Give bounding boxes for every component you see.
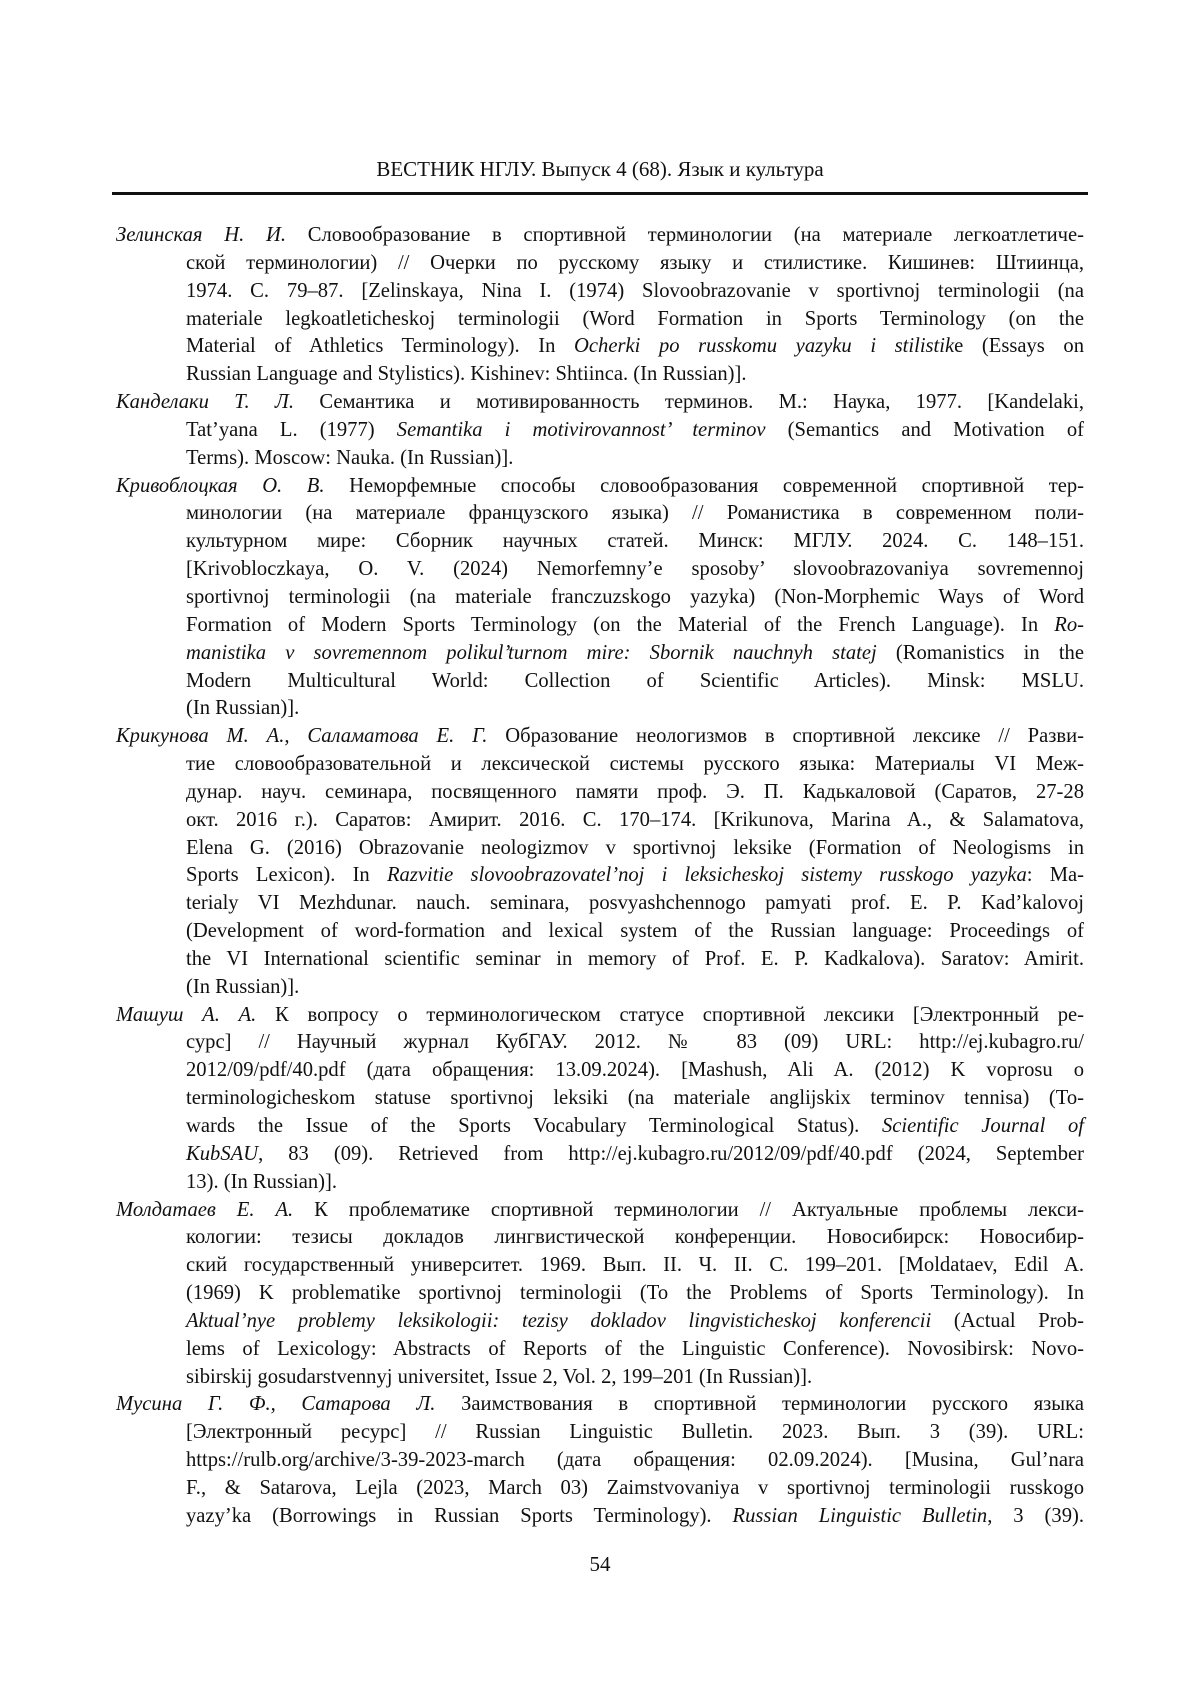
text: Material of Athletics Terminology). In <box>186 335 574 357</box>
reference-line <box>116 1336 1084 1364</box>
italic-text: Razvitie slovoobrazovatel’noj i leksicheskoj sistemy russkogo yazyka <box>387 864 1027 886</box>
reference-entry <box>116 222 1084 389</box>
reference-line <box>116 1419 1084 1447</box>
text: https://rulb.org/archive/3-39-2023-march (дата обращения: 02.09.2024). [Musina, Gul’nara <box>186 1449 1084 1471</box>
page-number: 54 <box>0 1552 1200 1577</box>
reference-line <box>116 1252 1084 1280</box>
italic-text: Scientific Journal of <box>882 1115 1084 1137</box>
reference-line <box>116 1280 1084 1308</box>
text: wards the Issue of the Sports Vocabulary Terminological Status). <box>186 1115 882 1137</box>
reference-line <box>116 974 1084 1002</box>
reference-line <box>116 556 1084 584</box>
reference-line <box>116 250 1084 278</box>
text: [Krivobloczkaya, O. V. (2024) Nemorfemny’e sposoby’ slovoobrazovaniya sovremennoj <box>186 558 1084 580</box>
reference-entry <box>116 1391 1084 1530</box>
text: Elena G. (2016) Obrazovanie neologizmov v sportivnoj leksike (Formation of Neologisms in <box>186 837 1084 859</box>
text: sibirskij gosudarstvennyj universitet, Issue 2, Vol. 2, 199–201 (In Russian)]. <box>186 1366 812 1388</box>
italic-text: Кривоблоцкая О. В. <box>116 475 325 497</box>
text: terialy VI Mezhdunar. nauch. seminara, posvyashchennogo pamyati prof. E. P. Kad’kalovoj <box>186 892 1084 914</box>
reference-line <box>116 306 1084 334</box>
reference-line <box>116 890 1084 918</box>
reference-line <box>116 695 1084 723</box>
reference-line <box>116 1308 1084 1336</box>
text: тие словообразовательной и лексической системы русского языка: Материалы VI Меж- <box>186 753 1084 775</box>
reference-line <box>116 445 1084 473</box>
italic-text: Канделаки Т. Л. <box>116 391 294 413</box>
reference-line <box>116 1503 1084 1531</box>
text: дунар. науч. семинара, посвященного памяти проф. Э. П. Кадькаловой (Саратов, 27-28 <box>186 781 1084 803</box>
text: the VI International scientific seminar in memory of Prof. E. P. Kadkalova). Saratov: Amirit. <box>186 948 1084 970</box>
text: (Actual Prob- <box>931 1310 1084 1332</box>
text: ский государственный университет. 1969. Вып. II. Ч. II. С. 199–201. [Moldataev, Edil A. <box>186 1254 1084 1276</box>
reference-line <box>116 1141 1084 1169</box>
reference-entry <box>116 473 1084 724</box>
italic-text: Зелинская Н. И. <box>116 224 286 246</box>
reference-line <box>116 222 1084 250</box>
italic-text: Крикунова М. А., Саламатова Е. Г. <box>116 725 487 747</box>
reference-line <box>116 862 1084 890</box>
text: 13). (In Russian)]. <box>186 1171 337 1193</box>
text: lems of Lexicology: Abstracts of Reports of the Linguistic Conference). Novosibirsk: Novo- <box>186 1338 1084 1360</box>
reference-line <box>116 417 1084 445</box>
reference-line <box>116 1169 1084 1197</box>
reference-line <box>116 1475 1084 1503</box>
text: (In Russian)]. <box>186 976 299 998</box>
reference-line <box>116 1057 1084 1085</box>
reference-line <box>116 1391 1084 1419</box>
text: окт. 2016 г.). Саратов: Амирит. 2016. С. 170–174. [Krikunova, Marina A., & Salamatova, <box>186 809 1084 831</box>
text: К вопросу о терминологическом статусе спортивной лексики [Электронный ре- <box>256 1004 1084 1026</box>
reference-line <box>116 946 1084 974</box>
text: (Romanistics in the <box>877 642 1084 664</box>
text: (1969) K problematike sportivnoj terminologii (To the Problems of Sports Terminology). In <box>186 1282 1084 1304</box>
text: кологии: тезисы докладов лингвистической конференции. Новосибирск: Новосибир- <box>186 1226 1084 1248</box>
reference-line <box>116 473 1084 501</box>
text: yazy’ka (Borrowings in Russian Sports Terminology). <box>186 1505 733 1527</box>
reference-line <box>116 1029 1084 1057</box>
text: , 83 (09). Retrieved from http://ej.kubagro.ru/2012/09/pdf/40.pdf (2024, September <box>258 1143 1084 1165</box>
reference-line <box>116 1447 1084 1475</box>
text: Formation of Modern Sports Terminology (on the Material of the French Language). In <box>186 614 1054 636</box>
text: Словообразование в спортивной терминологии (на материале легкоатлетиче- <box>286 224 1084 246</box>
text: : Ma- <box>1027 864 1084 886</box>
italic-text: Ro- <box>1054 614 1084 636</box>
reference-list <box>116 222 1084 1531</box>
reference-line <box>116 333 1084 361</box>
italic-text: Semantika i motivirovannost’ terminov <box>397 419 766 441</box>
text: [Электронный ресурс] // Russian Linguistic Bulletin. 2023. Вып. 3 (39). URL: <box>186 1421 1084 1443</box>
reference-line <box>116 612 1084 640</box>
reference-line <box>116 389 1084 417</box>
header-rule <box>112 192 1088 195</box>
reference-line <box>116 584 1084 612</box>
reference-line <box>116 1364 1084 1392</box>
reference-line <box>116 500 1084 528</box>
text: Modern Multicultural World: Collection of Scientific Articles). Minsk: MSLU. <box>186 670 1084 692</box>
reference-line <box>116 278 1084 306</box>
running-header: ВЕСТНИК НГЛУ. Выпуск 4 (68). Язык и культура <box>112 156 1088 182</box>
text: F., & Satarova, Lejla (2023, March 03) Zaimstvovaniya v sportivnoj terminologii russkogo <box>186 1477 1084 1499</box>
text: e (Essays on <box>954 335 1084 357</box>
reference-line <box>116 918 1084 946</box>
reference-line <box>116 751 1084 779</box>
reference-line <box>116 668 1084 696</box>
italic-text: KubSAU <box>186 1143 258 1165</box>
text: , 3 (39). <box>987 1505 1084 1527</box>
italic-text: Мусина Г. Ф., Сатарова Л. <box>116 1393 435 1415</box>
text: минологии (на материале французского языка) // Романистика в современном поли- <box>186 502 1084 524</box>
text: К проблематике спортивной терминологии // Актуальные проблемы лекси- <box>293 1199 1084 1221</box>
text: Семантика и мотивированность терминов. М.: Наука, 1977. [Kandelaki, <box>294 391 1084 413</box>
text: 2012/09/pdf/40.pdf (дата обращения: 13.09.2024). [Mashush, Ali A. (2012) K voprosu o <box>186 1059 1084 1081</box>
italic-text: Молдатаев Е. А. <box>116 1199 293 1221</box>
italic-text: manistika v sovremennom polikul’turnom mire: Sbornik nauchnyh statej <box>186 642 877 664</box>
text: Образование неологизмов в спортивной лексике // Разви- <box>487 725 1084 747</box>
reference-line <box>116 528 1084 556</box>
text: культурном мире: Сборник научных статей. Минск: МГЛУ. 2024. С. 148–151. <box>186 530 1084 552</box>
reference-line <box>116 779 1084 807</box>
text: Russian Language and Stylistics). Kishinev: Shtiinca. (In Russian)]. <box>186 363 747 385</box>
reference-line <box>116 1113 1084 1141</box>
reference-line <box>116 640 1084 668</box>
text: (In Russian)]. <box>186 697 299 719</box>
reference-entry <box>116 1002 1084 1197</box>
text: Tat’yana L. (1977) <box>186 419 397 441</box>
reference-line <box>116 807 1084 835</box>
reference-line <box>116 723 1084 751</box>
text: Заимствования в спортивной терминологии русского языка <box>435 1393 1084 1415</box>
text: сурс] // Научный журнал КубГАУ. 2012. № 83 (09) URL: http://ej.kubagro.ru/ <box>186 1031 1084 1053</box>
text: Неморфемные способы словообразования современной спортивной тер- <box>325 475 1085 497</box>
text: (Semantics and Motivation of <box>766 419 1084 441</box>
italic-text: Ocherki po russkomu yazyku i stilistik <box>574 335 954 357</box>
text: 1974. С. 79–87. [Zelinskaya, Nina I. (1974) Slovoobrazovanie v sportivnoj terminologii (na <box>186 280 1084 302</box>
reference-line <box>116 1002 1084 1030</box>
reference-line <box>116 1085 1084 1113</box>
text: Sports Lexicon). In <box>186 864 387 886</box>
reference-line <box>116 1197 1084 1225</box>
italic-text: Машуш А. А. <box>116 1004 256 1026</box>
reference-entry <box>116 723 1084 1001</box>
text: materiale legkoatleticheskoj terminologii (Word Formation in Sports Terminology (on the <box>186 308 1084 330</box>
reference-entry <box>116 389 1084 473</box>
italic-text: Aktual’nye problemy leksikologii: tezisy dokladov lingvisticheskoj konferencii <box>186 1310 931 1332</box>
text: sportivnoj terminologii (na materiale franczuzskogo yazyka) (Non-Morphemic Ways of Word <box>186 586 1084 608</box>
italic-text: Russian Linguistic Bulletin <box>733 1505 988 1527</box>
text: (Development of word-formation and lexical system of the Russian language: Proceedings of <box>186 920 1084 942</box>
reference-line <box>116 1224 1084 1252</box>
text: terminologicheskom statuse sportivnoj leksiki (na materiale anglijskix terminov tennisa) (To- <box>186 1087 1084 1109</box>
text: Terms). Moscow: Nauka. (In Russian)]. <box>186 447 513 469</box>
reference-line <box>116 361 1084 389</box>
reference-line <box>116 835 1084 863</box>
reference-entry <box>116 1197 1084 1392</box>
text: ской терминологии) // Очерки по русскому языку и стилистике. Кишинев: Штиинца, <box>186 252 1084 274</box>
